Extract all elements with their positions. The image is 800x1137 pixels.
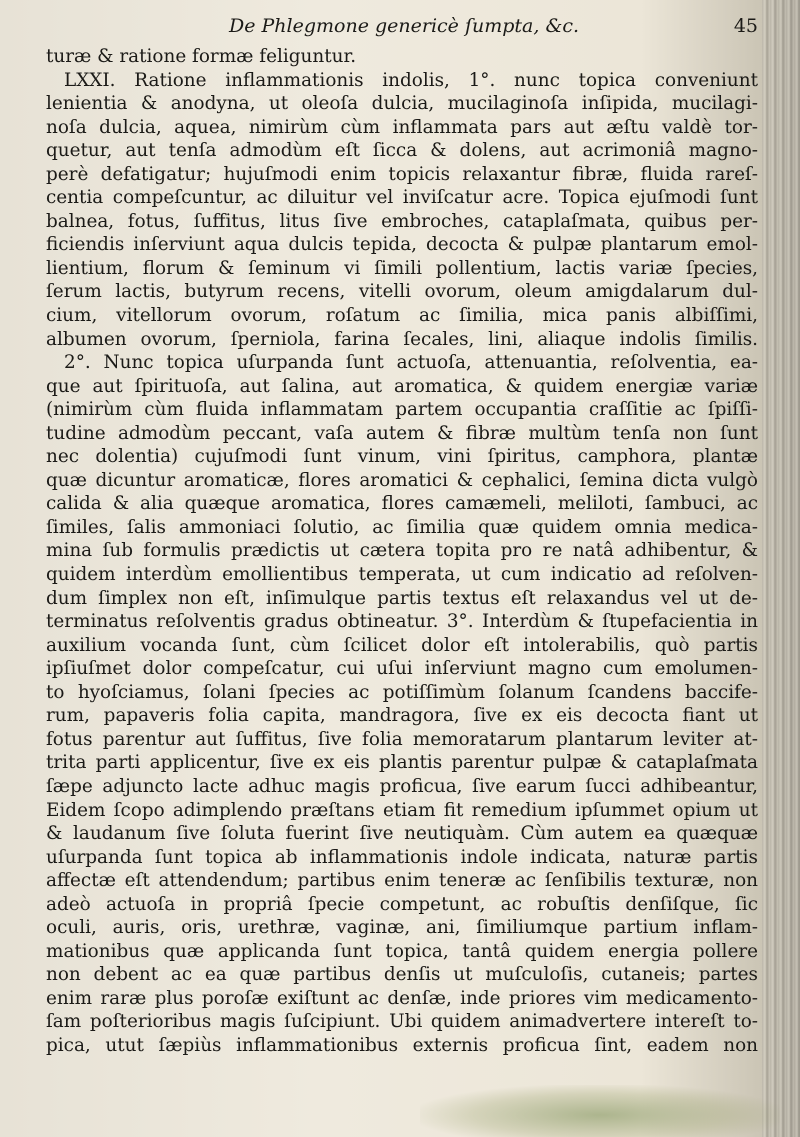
text-line: turæ & ratione formæ feliguntur. (46, 46, 357, 67)
text-line: oculi, auris, oris, urethræ, vaginæ, ani, ſimiliumque partium inflam- (46, 917, 758, 939)
text-line: mationibus quæ applicanda ſunt topica, tantâ quidem energia pollere (46, 940, 758, 962)
text-line: 2°. Nunc topica uſurpanda ſunt actuoſa, attenuantia, reſolventia, ea- (64, 352, 758, 374)
text-line: lientium, florum & ſeminum vi ſimili pollentium, lactis variæ ſpecies, (46, 257, 758, 279)
text-line: ipſiuſmet dolor compeſcatur, cui uſui inſerviunt magno cum emolumen- (46, 658, 758, 680)
text-line: albumen ovorum, ſperniola, farina ſecales, lini, aliaque indolis ſimilis. (46, 328, 758, 350)
text-line: ſimiles, ſalis ammoniaci ſolutio, ac ſimilia quæ quidem omnia medica- (46, 516, 758, 538)
text-line: perè defatigatur; hujuſmodi enim topicis relaxantur fibræ, fluida rareſ- (46, 163, 758, 185)
text-line: (nimirùm cùm fluida inflammatam partem occupantia craſſitie ac ſpiſſi- (46, 399, 758, 421)
text-line: quetur, aut tenſa admodùm eſt ſicca & dolens, aut acrimoniâ magno- (46, 140, 758, 162)
text-line: lenientia & anodyna, ut oleoſa dulcia, mucilaginoſa inſipida, mucilagi- (46, 93, 758, 115)
text-line: enim raræ plus poroſæ exiſtunt ac denſæ, inde priores vim medicamento- (46, 987, 758, 1009)
text-line: centia compeſcuntur, ac diluitur vel inviſcatur acre. Topica ejuſmodi ſunt (46, 187, 758, 209)
page-header (46, 13, 758, 41)
text-line: cium, vitellorum ovorum, roſatum ac ſimilia, mica panis albiſſimi, (46, 305, 758, 327)
text-line: & laudanum ſive ſoluta fuerint ſive neutiquàm. Cùm autem ea quæquæ (46, 823, 758, 845)
text-line: mina ſub formulis prædictis ut cætera topita pro re natâ adhibentur, & (46, 540, 758, 562)
text-line: quidem interdùm emollientibus temperata, ut cum indicatio ad reſolven- (46, 564, 758, 586)
text-line: ſerum lactis, butyrum recens, vitelli ovorum, oleum amigdalarum dul- (46, 281, 758, 303)
running-title: De Phlegmone genericè ſumpta, &c. (229, 15, 580, 37)
text-line: ſæpe adjuncto lacte adhuc magis proficua, ſive earum ſucci adhibeantur, (46, 775, 758, 797)
text-line: adeò actuoſa in propriâ ſpecie competunt, ac robuſtis denſiſque, ſic (46, 893, 758, 915)
text-line: Eidem ſcopo adimplendo præſtans etiam fit remedium ipſummet opium ut (46, 799, 758, 821)
text-line: dum ſimplex non eſt, inſimulque partis textus eſt relaxandus vel ut de- (46, 587, 758, 609)
text-line: nec dolentia) cujuſmodi ſunt vinum, vini ſpiritus, camphora, plantæ (46, 446, 758, 468)
page-edge-binding (762, 0, 800, 1137)
text-line: to hyoſciamus, ſolani ſpecies ac potiſſimùm ſolanum ſcandens baccife- (46, 681, 758, 703)
text-line: fotus parentur aut ſuffitus, ſive folia memoratarum plantarum leviter at- (46, 728, 758, 750)
text-line: trita parti applicentur, ſive ex eis plantis parentur pulpæ & cataplaſmata (46, 752, 758, 774)
text-line: pica, utut ſæpiùs inflammationibus externis proficua ſint, eadem non (46, 1034, 758, 1056)
text-line: terminatus reſolventis gradus obtineatur. 3°. Interdùm & ſtupefacientia in (46, 611, 758, 633)
text-line: noſa dulcia, aquea, nimirùm cùm inflammata pars aut æſtu valdè tor- (46, 116, 758, 138)
text-line: tudine admodùm peccant, vaſa autem & fibræ multùm tenſa non ſunt (46, 422, 758, 444)
body-text (46, 45, 758, 1058)
text-line: LXXI. Ratione inflammationis indolis, 1°. nunc topica conveniunt (64, 69, 758, 91)
text-line: auxilium vocanda ſunt, cùm ſcilicet dolor eſt intolerabilis, quò partis (46, 634, 758, 656)
text-line: affectæ eſt attendendum; partibus enim teneræ ac ſenſibilis texturæ, non (46, 870, 758, 892)
text-line: que aut ſpirituoſa, aut ſalina, aut aromatica, & quidem energiæ variæ (46, 375, 758, 397)
text-line: non debent ac ea quæ partibus denſis ut muſculoſis, cutaneis; partes (46, 964, 758, 986)
text-line: uſurpanda ſunt topica ab inflammationis indole indicata, naturæ partis (46, 846, 758, 868)
text-line: calida & alia quæque aromatica, flores camæmeli, meliloti, ſambuci, ac (46, 493, 758, 515)
text-line: quæ dicuntur aromaticæ, flores aromatici & cephalici, ſemina dicta vulgò (46, 469, 758, 491)
text-line: rum, papaveris folia capita, mandragora, ſive ex eis decocta fiant ut (46, 705, 758, 727)
text-line: ficiendis inſerviunt aqua dulcis tepida, decocta & pulpæ plantarum emol- (46, 234, 758, 256)
page-number: 45 (733, 15, 758, 37)
text-line: balnea, fotus, ſuffitus, litus ſive embroches, cataplaſmata, quibus per- (46, 210, 758, 232)
paper-stain (420, 1085, 780, 1137)
text-line: ſam poſterioribus magis ſuſcipiunt. Ubi quidem animadvertere intereſt to- (46, 1011, 758, 1033)
